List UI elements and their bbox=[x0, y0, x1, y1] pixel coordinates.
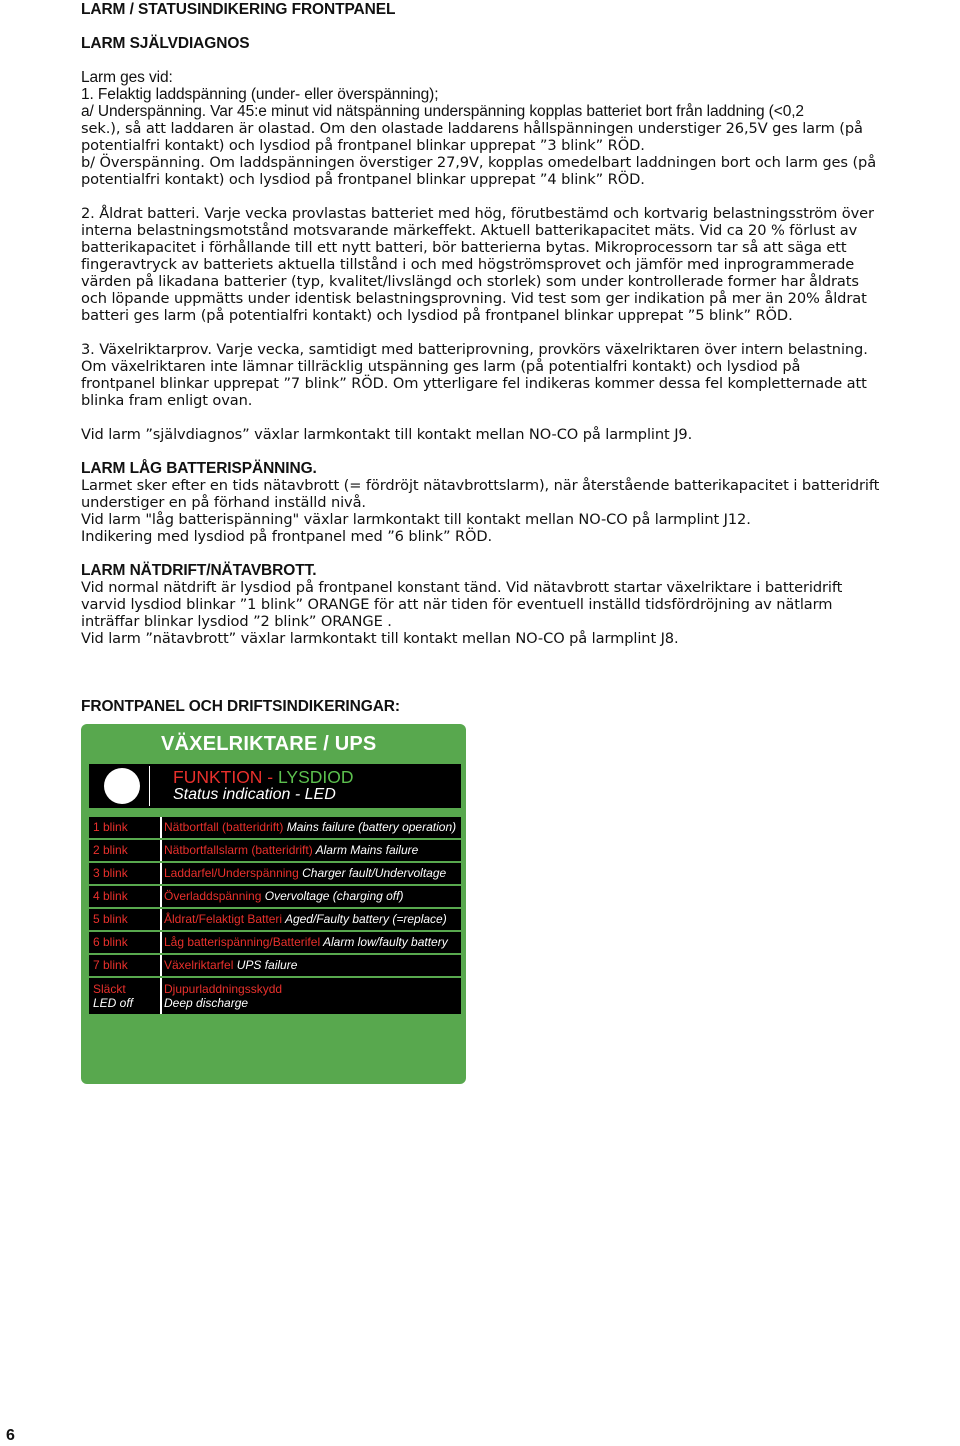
function-subtitle: Status indication - LED bbox=[173, 786, 336, 803]
divider bbox=[160, 863, 162, 884]
text-line: interna belastningsmotstånd motsvarande märkeffekt. Aktuell batterikapacitet mäts. Vid ca 20 % förlust av bbox=[81, 222, 858, 239]
led-off-label bbox=[93, 978, 156, 1018]
mains-section bbox=[81, 579, 960, 647]
blink-meaning bbox=[164, 840, 418, 861]
meaning-en: Mains failure (battery operation) bbox=[283, 820, 457, 834]
blink-meaning bbox=[164, 886, 403, 907]
meaning-sv: Åldrat/Felaktigt Batteri bbox=[164, 912, 283, 926]
blink-row bbox=[89, 817, 461, 838]
text-line: Indikering med lysdiod på frontpanel med ”6 blink” RÖD. bbox=[81, 528, 493, 545]
meaning-en: Alarm low/faulty battery bbox=[320, 935, 448, 949]
heading-selfdiag: LARM SJÄLVDIAGNOS bbox=[81, 35, 250, 52]
text-line: batteri ges larm (på potentialfri kontakt) och lysdiod på frontpanel blinkar upprepat ”5 blink” RÖD. bbox=[81, 307, 793, 324]
blink-row bbox=[89, 886, 461, 907]
document-body bbox=[81, 0, 960, 715]
heading-status: LARM / STATUSINDIKERING FRONTPANEL bbox=[81, 1, 396, 18]
blink-row bbox=[89, 932, 461, 953]
selfdiag-section-cont bbox=[81, 120, 960, 188]
divider bbox=[160, 840, 162, 861]
text-line: 2. Åldrat batteri. Varje vecka provlastas batteriet med hög, förutbestämd och kortvarig belastningsström över bbox=[81, 205, 874, 222]
text-line: b/ Överspänning. Om laddspänningen överstiger 27,9V, kopplas omedelbart laddningen bort och larm ges (på bbox=[81, 154, 877, 171]
blink-meaning bbox=[164, 932, 448, 953]
blink-count: 7 blink bbox=[93, 958, 128, 972]
panel-title: VÄXELRIKTARE / UPS bbox=[161, 733, 377, 755]
meaning-en: Deep discharge bbox=[164, 996, 249, 1010]
divider bbox=[160, 909, 162, 930]
text-line: Vid normal nätdrift är lysdiod på frontpanel konstant tänd. Vid nätavbrott startar växelriktare i batteridrift bbox=[81, 579, 843, 596]
text-line: understiger en på förhand inställd nivå. bbox=[81, 494, 366, 511]
meaning-en: UPS failure bbox=[233, 958, 298, 972]
text-line: varvid lysdiod blinkar ”1 blink” ORANGE för att när tiden för eventuell inställd tidsfördröjning av nätlarm bbox=[81, 596, 833, 613]
blink-count: 4 blink bbox=[93, 889, 128, 903]
low-battery-section bbox=[81, 477, 960, 545]
led-off-meaning bbox=[164, 978, 282, 1018]
text-line: och löpande uppmätts under identisk belastningsprovning. Vid test som ger indikation på mer än 20% åldrat bbox=[81, 290, 867, 307]
text-line: Vid larm "låg batterispänning" växlar larmkontakt till kontakt mellan NO-CO på larmplint J12. bbox=[81, 511, 751, 528]
text-line: inträffar blinkar lysdiod ”2 blink” ORANGE . bbox=[81, 613, 392, 630]
text-line: potentialfri kontakt) och lysdiod på frontpanel blinkar upprepat ”4 blink” RÖD. bbox=[81, 171, 645, 188]
meaning-sv: Nätbortfallslarm (batteridrift) bbox=[164, 843, 313, 857]
function-title bbox=[173, 767, 354, 788]
heading-mains: LARM NÄTDRIFT/NÄTAVBROTT. bbox=[81, 562, 317, 579]
blink-row bbox=[89, 955, 461, 976]
panel-header bbox=[89, 764, 461, 808]
blink-count: 2 blink bbox=[93, 843, 128, 857]
inverter-section bbox=[81, 341, 960, 409]
text-line: sek.), så att laddaren är olastad. Om den olastade laddarens hållspänningen understiger 26,5V ges larm (på bbox=[81, 120, 863, 137]
meaning-sv: Överladdspänning bbox=[164, 889, 262, 903]
led-label: LYSDIOD bbox=[278, 767, 354, 787]
led-indicator-icon bbox=[104, 768, 140, 804]
selfdiag-contact: Vid larm ”självdiagnos” växlar larmkontakt till kontakt mellan NO-CO på larmplint J9. bbox=[81, 426, 693, 443]
text-line: potentialfri kontakt) och lysdiod på frontpanel blinkar upprepat ”3 blink” RÖD. bbox=[81, 137, 645, 154]
divider bbox=[160, 886, 162, 907]
blink-row bbox=[89, 863, 461, 884]
text-line: frontpanel blinkar upprepat ”7 blink” RÖD. Om ytterligare fel indikeras kommer dessa fel kompletternade att bbox=[81, 375, 867, 392]
heading-frontpanel: FRONTPANEL OCH DRIFTSINDIKERINGAR: bbox=[81, 698, 400, 715]
led-off-row bbox=[89, 978, 461, 1014]
text-line: värden på likadana batterier (typ, kvalitet/livslängd och storlek) som under kontrollerade former har åldrats bbox=[81, 273, 859, 290]
divider bbox=[160, 955, 162, 976]
text-line: 3. Växelriktarprov. Varje vecka, samtidigt med batteriprovning, provkörs växelriktaren över intern belastning. bbox=[81, 341, 868, 358]
meaning-sv: Nätbortfall (batteridrift) bbox=[164, 820, 284, 834]
meaning-en: Aged/Faulty battery (=replace) bbox=[282, 912, 447, 926]
text-line: a/ Underspänning. Var 45:e minut vid nätspänning underspänning kopplas batteriet bort från laddning (<0,2 bbox=[81, 103, 804, 120]
off-label-en: LED off bbox=[93, 996, 134, 1010]
blink-meaning bbox=[164, 909, 447, 930]
text-line: Vid larm ”nätavbrott” växlar larmkontakt till kontakt mellan NO-CO på larmplint J8. bbox=[81, 630, 679, 647]
meaning-sv: Laddarfel/Underspänning bbox=[164, 866, 299, 880]
blink-count: 6 blink bbox=[93, 935, 128, 949]
meaning-sv: Låg batterispänning/Batterifel bbox=[164, 935, 321, 949]
selfdiag-section bbox=[81, 69, 960, 120]
text-line: fingeravtryck av batteriets aktuella tillstånd i och med högströmsprovet och jämför med inprogrammerade bbox=[81, 256, 855, 273]
aged-battery-section bbox=[81, 205, 960, 324]
divider bbox=[160, 978, 162, 1014]
blink-meaning bbox=[164, 863, 446, 884]
blink-count: 3 blink bbox=[93, 866, 128, 880]
blink-meaning bbox=[164, 955, 297, 976]
heading-low-battery: LARM LÅG BATTERISPÄNNING. bbox=[81, 460, 317, 477]
meaning-sv: Djupurladdningsskydd bbox=[164, 982, 283, 996]
text-line: 1. Felaktig laddspänning (under- eller överspänning); bbox=[81, 86, 439, 103]
meaning-en: Overvoltage (charging off) bbox=[261, 889, 404, 903]
page-number: 6 bbox=[6, 1427, 15, 1444]
blink-count: 1 blink bbox=[93, 820, 128, 834]
divider bbox=[160, 932, 162, 953]
meaning-en: Charger fault/Undervoltage bbox=[298, 866, 447, 880]
blink-count: 5 blink bbox=[93, 912, 128, 926]
divider bbox=[160, 817, 162, 838]
meaning-en: Alarm Mains failure bbox=[312, 843, 419, 857]
text-line: batterikapacitet i förhållande till ett nytt batteri, bör batterierna bytas. Mikroprocessorn tar så att säga ett bbox=[81, 239, 847, 256]
text-line: Om växelriktaren inte lämnar tillräcklig utspänning ges larm (på potentialfri kontakt) och lysdiod på bbox=[81, 358, 801, 375]
function-label: FUNKTION - bbox=[173, 767, 278, 787]
blink-row bbox=[89, 909, 461, 930]
divider bbox=[149, 766, 150, 806]
blink-row bbox=[89, 840, 461, 861]
front-panel-graphic bbox=[81, 724, 466, 1084]
text-line: Larm ges vid: bbox=[81, 69, 173, 86]
text-line: blinka fram enligt ovan. bbox=[81, 392, 253, 409]
blink-meaning bbox=[164, 817, 456, 838]
meaning-sv: Växelriktarfel bbox=[164, 958, 234, 972]
text-line: Larmet sker efter en tids nätavbrott (= fördröjt nätavbrottslarm), när återstående batterikapacitet i batteridrift bbox=[81, 477, 880, 494]
off-label-sv: Släckt bbox=[93, 982, 126, 996]
